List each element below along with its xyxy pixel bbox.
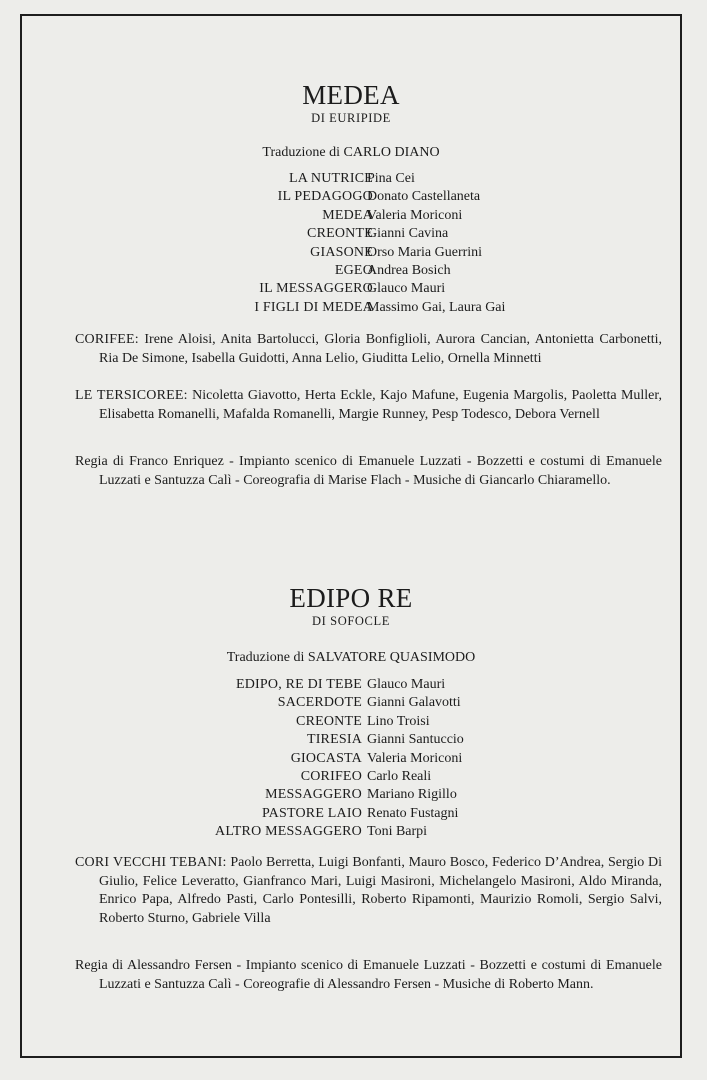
cori-names: Paolo Berretta, Luigi Bonfanti, Mauro Bosco, Federico D’Andrea, Sergio Di Giulio, Felice Leveratto, Gianfranco Mari, Luigi Masironi, Michelangelo Masironi, Aldo Miranda, Enrico Papa, Alfredo Pasti, Carlo Pontesilli, Roberto Ripamonti, Maurizio Romoli, Sergio Salvi, Roberto Sturno, Gabriele Villa bbox=[99, 855, 663, 926]
edipo-subtitle: DI SOFOCLE bbox=[312, 614, 390, 628]
tersicoree-label: LE TERSICOREE: bbox=[75, 388, 188, 403]
cast-role: SACERDOTE bbox=[277, 695, 362, 711]
cast-role: CREONTE bbox=[296, 713, 362, 729]
medea-translation: Traduzione di CARLO DIANO bbox=[262, 145, 440, 160]
cast-actor: Valeria Moriconi bbox=[367, 750, 463, 766]
edipo-credits: Regia di Alessandro Fersen - Impianto scenico di Emanuele Luzzati - Bozzetti e costumi di Emanuele Luzzati e Santuzza Calì - Coreografie di Alessandro Fersen - Musiche di Roberto Mann. bbox=[75, 958, 662, 992]
medea-credits: Regia di Franco Enriquez - Impianto scenico di Emanuele Luzzati - Bozzetti e costumi di Emanuele Luzzati e Santuzza Calì - Coreografia di Marise Flach - Musiche di Giancarlo Chiaramello. bbox=[75, 454, 662, 488]
cast-actor: Renato Fustagni bbox=[367, 805, 459, 821]
corifee-label: CORIFEE: bbox=[75, 332, 139, 347]
cast-row bbox=[22, 786, 680, 804]
cast-row bbox=[22, 768, 680, 786]
cast-row bbox=[22, 823, 680, 841]
cast-row bbox=[22, 207, 680, 225]
cast-actor: Valeria Moriconi bbox=[367, 207, 463, 223]
edipo-cori bbox=[75, 854, 662, 928]
cast-role: IL PEDAGOGO bbox=[277, 189, 373, 205]
cast-actor: Andrea Bosich bbox=[367, 262, 451, 278]
cast-actor: Gianni Galavotti bbox=[367, 695, 461, 711]
cast-row bbox=[22, 731, 680, 749]
cast-role: ALTRO MESSAGGERO bbox=[215, 824, 362, 840]
medea-corifee bbox=[75, 331, 662, 368]
cast-row bbox=[22, 188, 680, 206]
cast-row bbox=[22, 750, 680, 768]
medea-title: MEDEA bbox=[302, 80, 400, 110]
cast-row bbox=[22, 244, 680, 262]
corifee-names: Irene Aloisi, Anita Bartolucci, Gloria Bonfiglioli, Aurora Cancian, Antonietta Carbonetti, Ria De Simone, Isabella Guidotti, Anna Lelio, Giuditta Lelio, Ornella Minnetti bbox=[99, 332, 662, 366]
cast-row bbox=[22, 694, 680, 712]
medea-cast-list bbox=[22, 170, 680, 317]
cast-row bbox=[22, 225, 680, 243]
cast-actor: Toni Barpi bbox=[367, 824, 428, 840]
cast-row bbox=[22, 262, 680, 280]
cast-actor: Glauco Mauri bbox=[367, 677, 446, 692]
cast-row bbox=[22, 280, 680, 298]
cast-role: EGEO bbox=[334, 262, 373, 278]
cast-role: PASTORE LAIO bbox=[261, 805, 362, 821]
cast-role: I FIGLI DI MEDEA bbox=[254, 299, 373, 315]
tersicoree-names: Nicoletta Giavotto, Herta Eckle, Kajo Mafune, Eugenia Margolis, Paoletta Muller, Elisabetta Romanelli, Mafalda Romanelli, Margie Runney, Pesp Todesco, Debora Vernell bbox=[99, 388, 663, 422]
cast-role: IL MESSAGGERO bbox=[259, 281, 373, 297]
medea-subtitle: DI EURIPIDE bbox=[311, 111, 391, 125]
cast-actor: Glauco Mauri bbox=[367, 281, 446, 297]
cast-role: EDIPO, RE DI TEBE bbox=[235, 677, 362, 692]
edipo-title: EDIPO RE bbox=[289, 583, 413, 613]
cast-role: LA NUTRICE bbox=[288, 171, 373, 186]
cast-actor: Gianni Santuccio bbox=[367, 732, 464, 748]
medea-tersicoree bbox=[75, 387, 662, 424]
cast-row bbox=[22, 713, 680, 731]
cast-actor: Lino Troisi bbox=[367, 713, 430, 729]
cast-row bbox=[22, 170, 680, 188]
cast-role: GIOCASTA bbox=[290, 750, 362, 766]
cast-actor: Orso Maria Guerrini bbox=[367, 244, 483, 260]
cast-row bbox=[22, 299, 680, 317]
cast-row bbox=[22, 805, 680, 823]
edipo-translation: Traduzione di SALVATORE QUASIMODO bbox=[226, 650, 476, 665]
cast-role: CORIFEO bbox=[300, 768, 362, 784]
cast-role: MEDEA bbox=[322, 207, 373, 223]
medea-header bbox=[22, 80, 680, 126]
cast-actor: Gianni Cavina bbox=[367, 226, 449, 242]
cast-actor: Massimo Gai, Laura Gai bbox=[367, 299, 506, 315]
cast-role: CREONTE bbox=[307, 226, 373, 242]
cast-role: TIRESIA bbox=[306, 732, 362, 748]
cast-actor: Donato Castellaneta bbox=[367, 189, 481, 205]
page-frame bbox=[20, 14, 682, 1058]
cast-row bbox=[22, 676, 680, 694]
cori-label: CORI VECCHI TEBANI: bbox=[75, 855, 227, 870]
cast-role: MESSAGGERO bbox=[265, 787, 362, 803]
cast-actor: Mariano Rigillo bbox=[367, 787, 457, 803]
cast-actor: Pina Cei bbox=[367, 171, 415, 186]
cast-role: GIASONE bbox=[310, 244, 373, 260]
edipo-cast-list bbox=[22, 676, 680, 842]
cast-actor: Carlo Reali bbox=[367, 768, 432, 784]
edipo-header bbox=[22, 583, 680, 629]
